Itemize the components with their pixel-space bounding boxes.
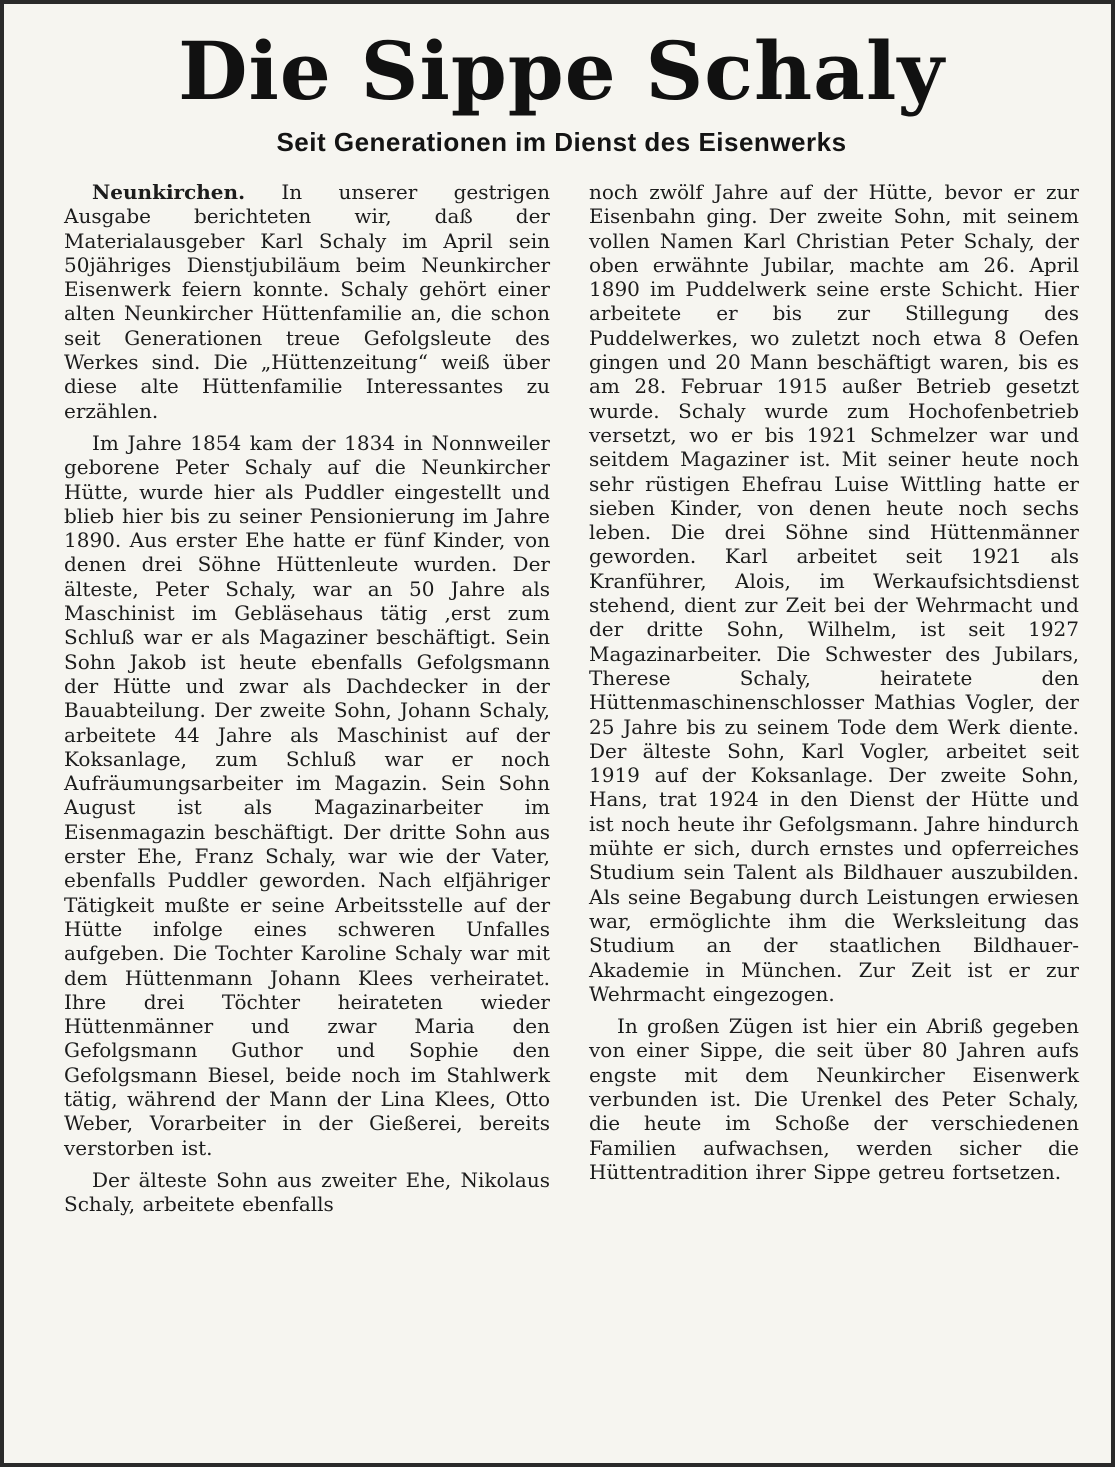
paragraph: noch zwölf Jahre auf der Hütte, bevor er zur Eisenbahn ging. Der zweite Sohn, mit seinem vollen Namen Karl Christian Peter Schaly, der oben erwähnte Jubilar, machte am 26. April 1890 im Puddelwerk seine erste Schicht. Hier arbeitete er bis zur Stillegung des Puddelwerkes, wo zuletzt noch etwa 8 Oefen gingen und 20 Mann beschäftigt waren, bis es am 28. Februar 1915 außer Betrieb gesetzt wurde. Schaly wurde zum Hochofenbetrieb versetzt, wo er bis 1921 Schmelzer war und seitdem Magaziner ist. Mit seiner heute noch sehr rüstigen Ehefrau Luise Wittling hatte er sieben Kinder, von denen heute noch sechs leben. Die drei Söhne sind Hüttenmänner geworden. Karl arbeitet seit 1921 als Kranführer, Alois, im Werkaufsichtsdienst stehend, dient zur Zeit bei der Wehrmacht und der dritte Sohn, Wilhelm, ist seit 1927 Magazinarbeiter. Die Schwester des Jubilars, Therese Schaly, heiratete den Hüttenmaschinenschlosser Mathias Vogler, der 25 Jahre bis zu seinem Tode dem Werk diente. Der älteste Sohn, Karl Vogler, arbeitet seit 1919 auf der Koksanlage. Der zweite Sohn, Hans, trat 1924 in den Dienst der Hütte und ist noch heute ihr Gefolgsmann. Jahre hindurch mühte er sich, durch ernstes und opferreiches Studium sein Talent als Bildhauer auszubilden. Als seine Begabung durch Leistungen erwiesen war, ermöglichte ihm die Werksleitung das Studium an der staatlichen Bildhauer-Akademie in München. Zur Zeit ist er zur Wehrmacht eingezogen. [589, 180, 1079, 1006]
paragraph: Der älteste Sohn aus zweiter Ehe, Nikolaus Schaly, arbeitete ebenfalls [64, 1167, 550, 1217]
paragraph [64, 180, 550, 423]
article-headline: Die Sippe Schaly [178, 24, 945, 118]
dateline: Neunkirchen. [92, 180, 246, 204]
paragraph: In großen Zügen ist hier ein Abriß gegeben von einer Sippe, die seit über 80 Jahren aufs engste mit dem Neunkircher Eisenwerk verbunden ist. Die Urenkel des Peter Schaly, die heute im Schoße der verschiedenen Familien aufwachsen, werden sicher die Hüttentradition ihrer Sippe getreu fortsetzen. [589, 1014, 1079, 1184]
paragraph-text: In unserer gestrigen Ausgabe berichteten wir, daß der Materialausgeber Karl Schaly im April sein 50jähriges Dienstjubiläum beim Neunkircher Eisenwerk feiern konnte. Schaly gehört einer alten Neunkircher Hüttenfamilie an, die schon seit Generationen treue Gefolgsleute des Werkes sind. Die „Hüttenzeitung“ weiß über diese alte Hüttenfamilie Interessantes zu erzählen. [64, 180, 550, 423]
paragraph: Im Jahre 1854 kam der 1834 in Nonnweiler geborene Peter Schaly auf die Neunkircher Hütte, wurde hier als Puddler eingestellt und blieb hier bis zu seiner Pensionierung im Jahre 1890. Aus erster Ehe hatte er fünf Kinder, von denen drei Söhne Hüttenleute wurden. Der älteste, Peter Schaly, war an 50 Jahre als Maschinist im Gebläsehaus tätig ,erst zum Schluß war er als Magaziner beschäftigt. Sein Sohn Jakob ist heute ebenfalls Gefolgsmann der Hütte und zwar als Dachdecker in der Bauabteilung. Der zweite Sohn, Johann Schaly, arbeitete 44 Jahre als Maschinist auf der Koksanlage, zum Schluß war er noch Aufräumungsarbeiter im Magazin. Sein Sohn August ist als Magazinarbeiter im Eisenmagazin beschäftigt. Der dritte Sohn aus erster Ehe, Franz Schaly, war wie der Vater, ebenfalls Puddler geworden. Nach elfjähriger Tätigkeit mußte er seine Arbeitsstelle auf der Hütte infolge eines schweren Unfalles aufgeben. Die Tochter Karoline Schaly war mit dem Hüttenmann Johann Klees verheiratet. Ihre drei Töchter heirateten wieder Hüttenmänner und zwar Maria den Gefolgsmann Guthor und Sophie den Gefolgsmann Biesel, beide noch im Stahlwerk tätig, während der Mann der Lina Klees, Otto Weber, Vorarbeiter in der Gießerei, bereits verstorben ist. [64, 430, 550, 1160]
left-column [64, 180, 550, 1216]
right-column [589, 180, 1079, 1184]
article-subheadline: Seit Generationen im Dienst des Eisenwerks [276, 127, 847, 157]
